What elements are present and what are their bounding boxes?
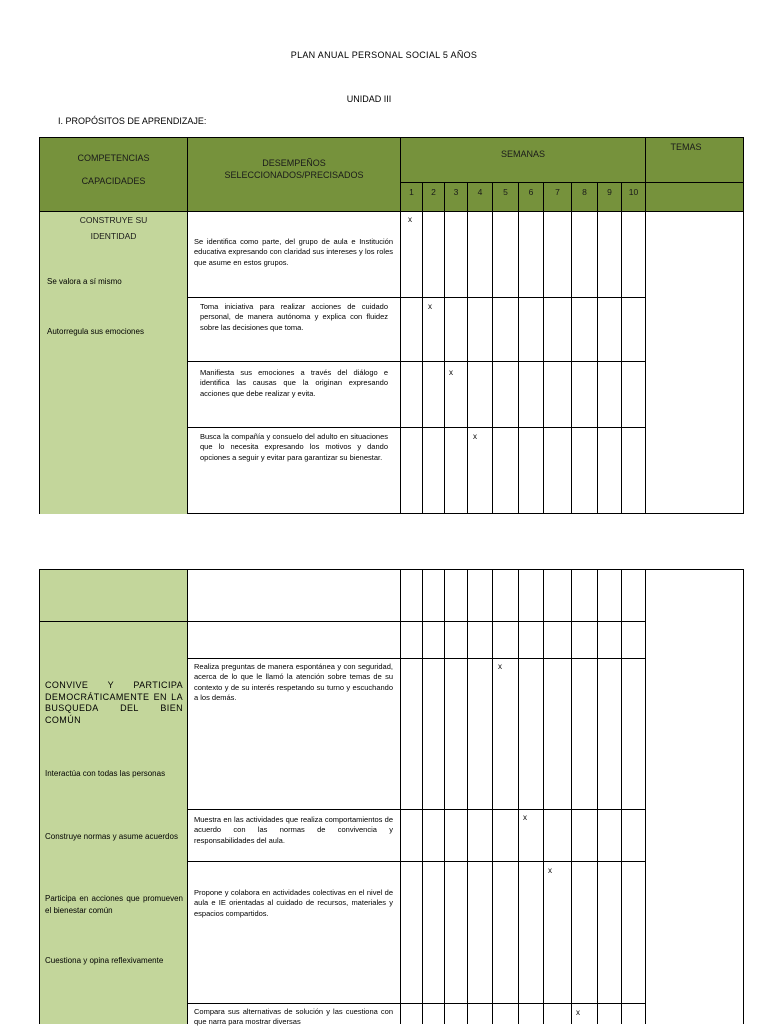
capacity-norms: Construye normas y asume acuerdos [45, 832, 178, 841]
week-mark-row-2: x [428, 302, 432, 311]
week-8-header: 8 [582, 187, 587, 197]
week-mark-row-1: x [408, 215, 412, 224]
header-competencias: COMPETENCIAS [77, 153, 150, 163]
header-desempenos: DESEMPEÑOS [262, 158, 326, 168]
header-capacidades: CAPACIDADES [81, 176, 146, 186]
week-1-header: 1 [409, 187, 414, 197]
capacity-self-regulate: Autorregula sus emociones [47, 327, 144, 336]
capacity-column-fill [39, 212, 187, 514]
capacity-common-good: Participa en acciones que promueven el bienestar común [45, 894, 183, 915]
week-6-header: 6 [528, 187, 534, 197]
performance-row-6: Muestra en las actividades que realiza comportamientos de acuerdo con las normas de convivencia y responsabilidades del aula. [194, 815, 393, 845]
week-9-header: 9 [607, 187, 612, 197]
unit-title-text: UNIDAD III [346, 94, 392, 104]
week-mark-row-3: x [449, 368, 453, 377]
week-3-header: 3 [453, 187, 459, 197]
performance-row-8: Compara sus alternativas de solución y las cuestiona con que narra para mostrar diversas [194, 1007, 393, 1027]
week-10-header: 10 [628, 187, 639, 197]
performance-row-7: Propone y colabora en actividades colectivas en el nivel de aula e IE orientadas al cuidado de recursos, materiales y espacios compartidos. [194, 888, 393, 918]
capacity-question: Cuestiona y opina reflexivamente [45, 956, 164, 965]
week-mark-row-4: x [473, 432, 477, 441]
header-semanas: SEMANAS [500, 149, 545, 159]
week-5-header: 5 [503, 187, 508, 197]
week-mark-row-8: x [576, 1008, 580, 1017]
week-mark-row-7: x [548, 866, 552, 875]
capacity-interact: Interactúa con todas las personas [45, 769, 166, 778]
capacity-self-value: Se valora a sí mismo [47, 277, 122, 286]
performance-row-5: Realiza preguntas de manera espontánea y con seguridad, acerca de lo que le llamó la atención sobre temas de su contexto y de su interés respetando su turno y escuchando a los demás. [194, 662, 393, 702]
competence-coexist: CONVIVE Y PARTICIPA DEMOCRÁTICAMENTE EN LA BUSQUEDA DEL BIEN COMÚN [45, 680, 183, 725]
competence-identity-line2: IDENTIDAD [90, 231, 137, 241]
performance-row-1: Se identifica como parte, del grupo de aula e Institución educativa expresando con claridad sus intereses y los roles que asume en estos grupos. [194, 237, 393, 267]
week-4-header: 4 [477, 187, 483, 197]
week-7-header: 7 [555, 187, 560, 197]
week-mark-row-5: x [498, 662, 502, 671]
performance-row-3: Manifiesta sus emociones a través del diálogo e identifica las causas que la originan expresando acciones que debe realizar y evita. [200, 368, 388, 398]
document-title: PLAN ANUAL PERSONAL SOCIAL 5 AÑOS [290, 50, 478, 60]
week-2-header: 2 [431, 187, 436, 197]
week-mark-row-6: x [523, 813, 527, 822]
unit-title [0, 94, 768, 104]
section-heading: I. PROPÓSITOS DE APRENDIZAJE: [58, 116, 207, 126]
performance-row-2: Toma iniciativa para realizar acciones de cuidado personal, de manera autónoma y explica con fluidez sobre las decisiones que toma. [200, 302, 388, 332]
competence-identity-line1: CONSTRUYE SU [79, 215, 148, 225]
header-temas: TEMAS [670, 142, 702, 152]
performance-row-4: Busca la compañía y consuelo del adulto en situaciones que lo necesita expresando los motivos y dando opciones a seguir y evitar para garantizar su bienestar. [200, 432, 388, 462]
header-seleccionados: SELECCIONADOS/PRECISADOS [224, 170, 364, 180]
